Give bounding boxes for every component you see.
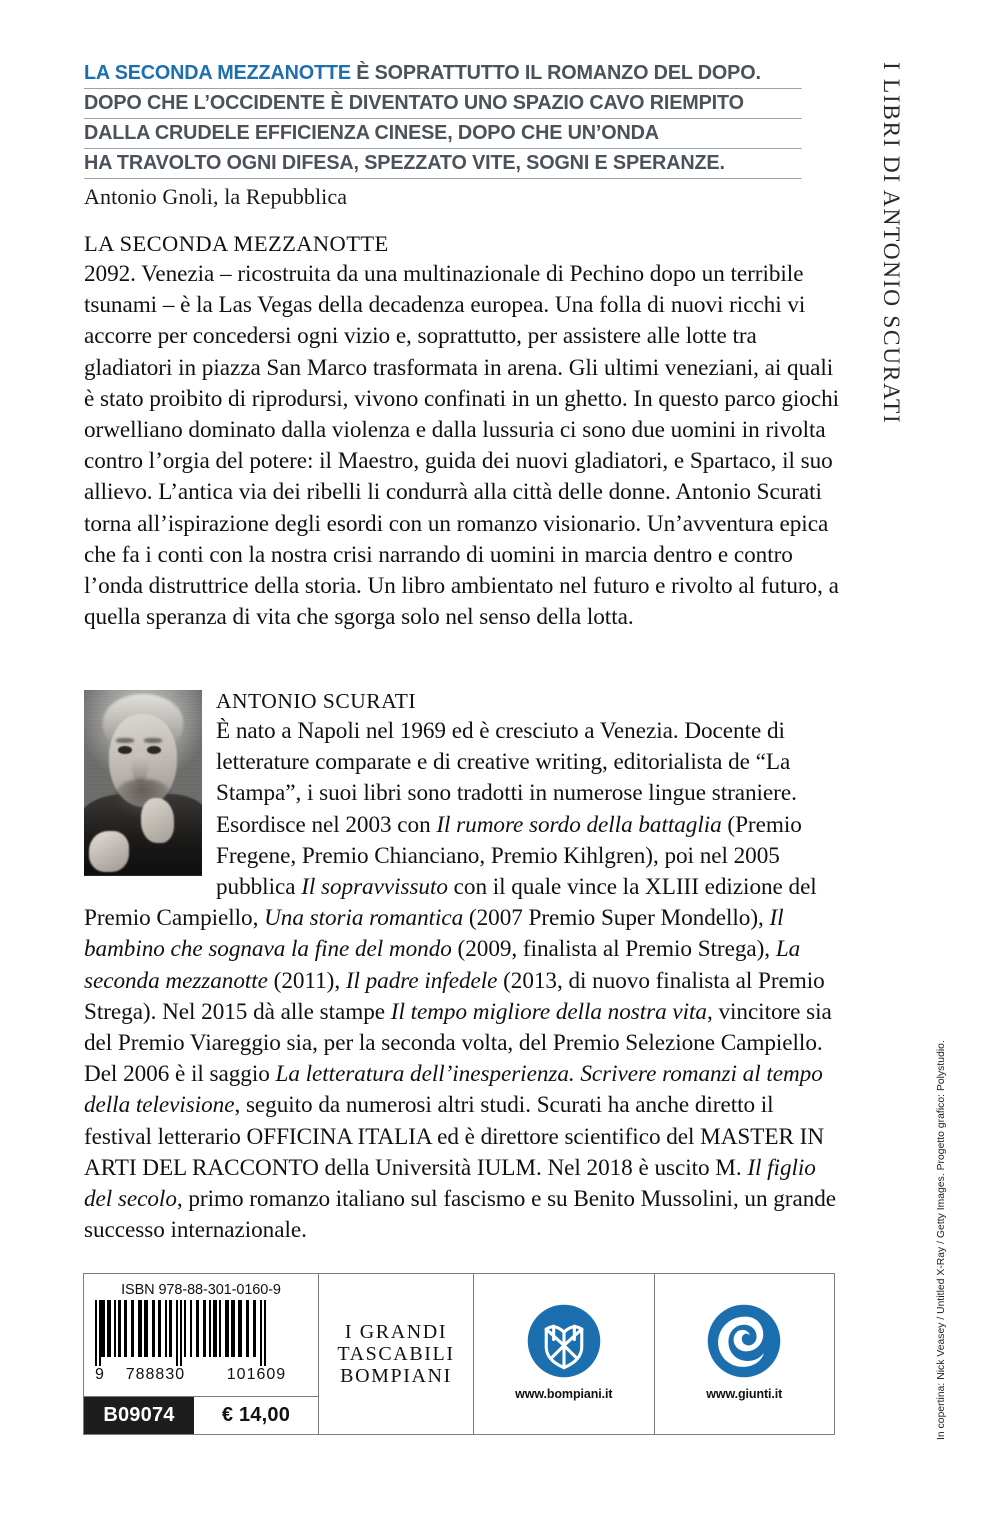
synopsis-block (84, 228, 844, 633)
quote-line-3: DALLA CRUDELE EFFICIENZA CINESE, DOPO CHE UN’ONDA (84, 120, 802, 149)
barcode-digit-group-1: 788830 (125, 1366, 186, 1383)
barcode-cell (84, 1274, 319, 1434)
isbn-label: ISBN 978-88-301-0160-9 (121, 1282, 281, 1298)
imprint-line-2: TASCABILI (337, 1343, 455, 1365)
barcode-digits (95, 1366, 307, 1384)
author-portrait-photo (84, 690, 202, 876)
bompiani-cell[interactable] (474, 1274, 655, 1434)
quote-line-4: HA TRAVOLTO OGNI DIFESA, SPEZZATO VITE, SOGNI E SPERANZE. (84, 150, 802, 179)
quote-attribution: Antonio Gnoli, la Repubblica (84, 184, 348, 209)
quote-line-1 (84, 60, 802, 89)
imprint-line-1: I GRANDI (344, 1321, 448, 1343)
author-name: ANTONIO SCURATI (216, 689, 417, 713)
imprint-wordmark (337, 1321, 454, 1387)
series-spine-label-text: I LIBRI DI ANTONIO SCURATI (878, 62, 904, 425)
author-bio-text: È nato a Napoli nel 1969 ed è cresciuto a Venezia. Docente di letterature comparate e di creative writing, editorialista de “La Stampa”, i suoi libri sono tradotti in numerose lingue straniere. Esordisce nel 2003 con Il rumore sordo della battaglia (Premio Fregene, Premio Chianciano, Premio Kihlgren), poi nel 2005 pubblica Il sopravvissuto con il quale vince la XLIII edizione del Premio Campiello, Una storia romantica (2007 Premio Super Mondello), Il bambino che sognava la fine del mondo (2009, finalista al Premio Strega), La seconda mezzanotte (2011), Il padre infedele (2013, di nuovo finalista al Premio Strega). Nel 2015 dà alle stampe Il tempo migliore della nostra vita, vincitore sia del Premio Viareggio sia, per la seconda volta, del Premio Selezione Campiello. Del 2006 è il saggio La letteratura dell’inesperienza. Scrivere romanzi al tempo della televisione, seguito da numerosi altri studi. Scurati ha anche diretto il festival letterario OFFICINA ITALIA ed è direttore scientifico del MASTER IN ARTI DEL RACCONTO della Università IULM. Nel 2018 è uscito M. Il figlio del secolo, primo romanzo italiano sul fascismo e su Benito Mussolini, un grande successo internazionale. (84, 718, 837, 1244)
series-spine-label (878, 62, 920, 482)
price-value: € 14,00 (221, 1404, 291, 1426)
product-code-badge: B09074 (84, 1397, 194, 1434)
imprint-line-3: BOMPIANI (340, 1365, 452, 1387)
giunti-logo-icon (707, 1304, 781, 1378)
quote-line-2: DOPO CHE L’OCCIDENTE È DIVENTATO UNO SPAZIO CAVO RIEMPITO (84, 90, 802, 119)
barcode (95, 1300, 307, 1396)
cover-credits (936, 1012, 962, 1442)
synopsis-body: 2092. Venezia – ricostruita da una multinazionale di Pechino dopo un terribile tsunami – è la Las Vegas della decadenza europea. Una folla di nuovi ricchi vi accorre per concedersi ogni vizio e, soprattutto, per assistere alle lotte tra gladiatori in piazza San Marco trasformata in arena. Gli ultimi veneziani, ai quali è stato proibito di riprodursi, vivono confinati in un ghetto. In questo parco giochi orwelliano dominato dalla violenza e dalla lussuria ci sono due uomini in rivolta contro l’orgia del potere: il Maestro, guida dei nuovi gladiatori, e Spartaco, il suo allievo. L’antica via dei ribelli li condurrà alla città delle donne. Antonio Scurati torna all’ispirazione degli esordi con un romanzo visionario. Un’avventura epica che fa i conti con la nostra crisi narrando di uomini in marcia dentro e contro l’onda distruttrice della storia. Un libro ambientato nel futuro e rivolto al futuro, a quella speranza di vita che sgorga solo nel senso della lotta. (84, 261, 840, 631)
barcode-bars (95, 1300, 307, 1366)
book-title-accent: LA SECONDA MEZZANOTTE (84, 62, 351, 84)
bompiani-url[interactable]: www.bompiani.it (515, 1386, 613, 1401)
footer-bar (83, 1273, 835, 1435)
synopsis-title: LA SECONDA MEZZANOTTE (84, 231, 389, 256)
giunti-cell[interactable] (655, 1274, 835, 1434)
author-bio-block (84, 686, 844, 1246)
portrait-grain-overlay (84, 690, 202, 876)
cover-credits-text: In copertina: Nick Veasey / Untitled X-Ray / Getty Images. Progetto grafico: Polystudio. (936, 1040, 947, 1440)
bompiani-logo-icon (527, 1304, 601, 1378)
imprint-cell (319, 1274, 474, 1434)
barcode-digit-group-2: 101609 (226, 1366, 287, 1383)
quote-line-1-rest: È SOPRATTUTTO IL ROMANZO DEL DOPO. (350, 62, 761, 84)
giunti-url[interactable]: www.giunti.it (706, 1386, 783, 1401)
barcode-digit-lead: 9 (95, 1366, 105, 1383)
review-quote-block (84, 60, 824, 212)
price-row (84, 1396, 318, 1434)
